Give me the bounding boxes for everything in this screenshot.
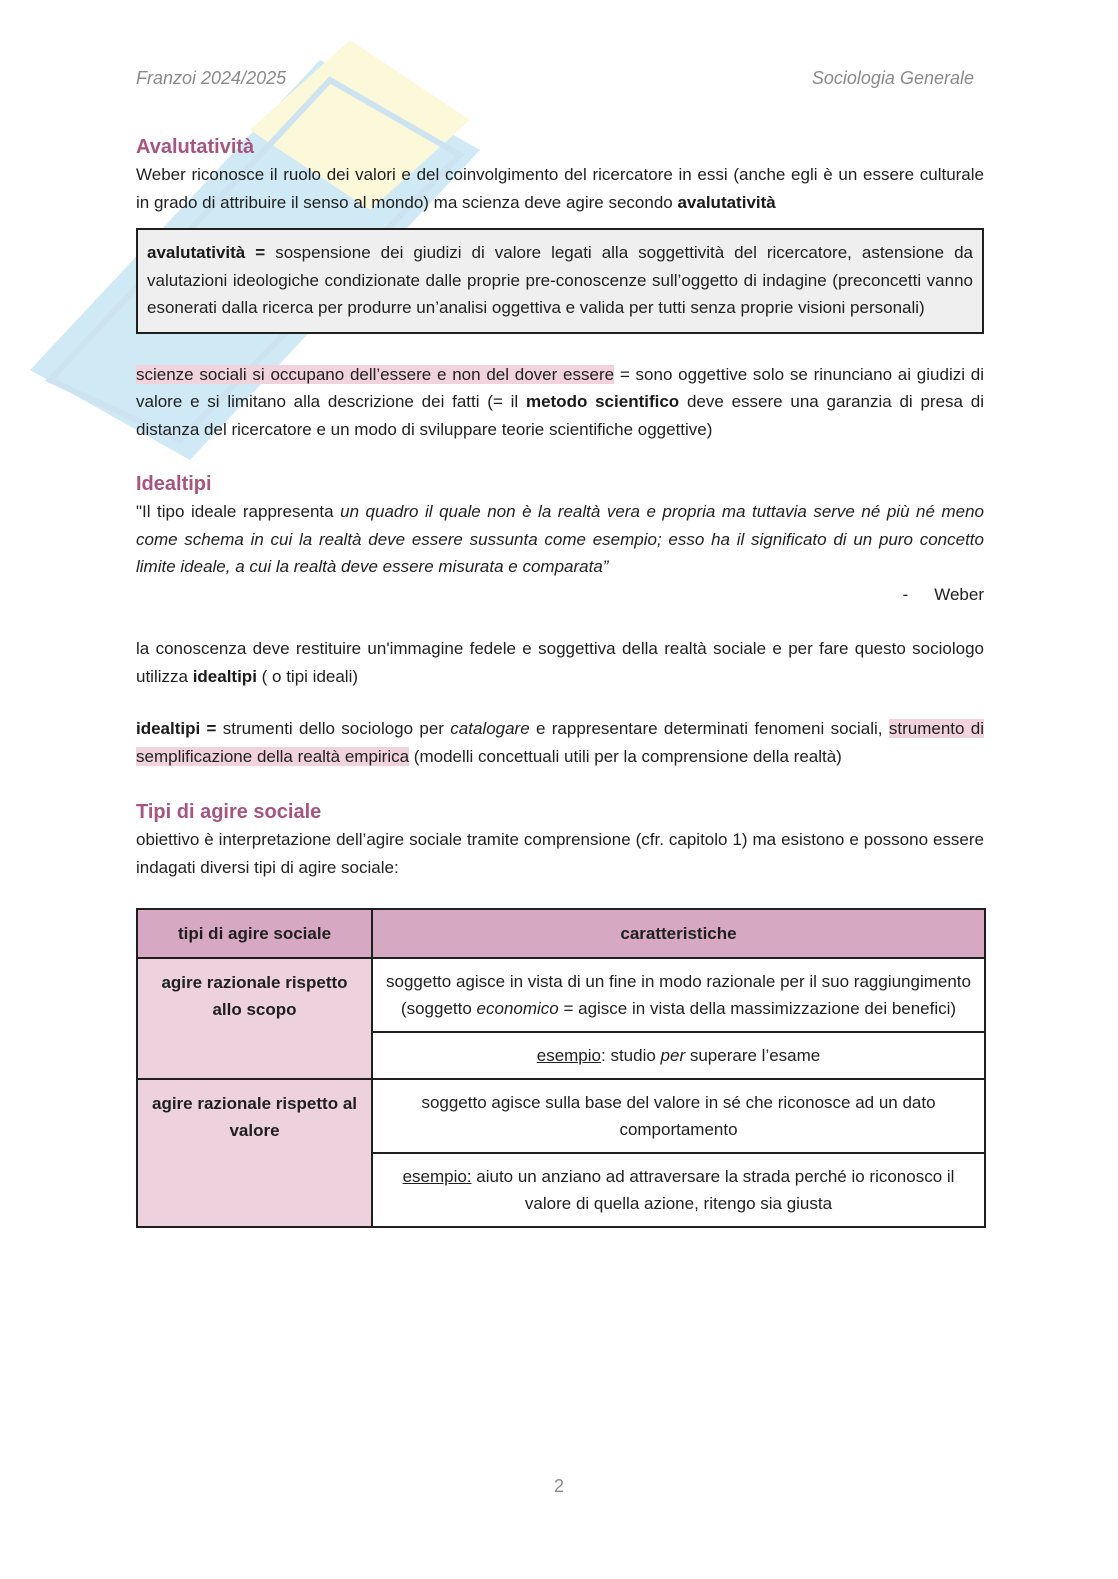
scienze-sociali-paragraph: scienze sociali si occupano dell’essere e non del dover essere = sono oggettive solo se rinunciano ai giudizi di valore e si limitano alla descrizione dei fatti (= il metodo scientifico deve essere una garanzia di presa di distanza del ricercatore e un modo di sviluppare teorie scientifiche oggettive)	[136, 364, 984, 439]
weber-quote: "Il tipo ideale rappresenta un quadro il quale non è la realtà vera e propria ma tuttavia serve né più né meno come schema in cui la realtà deve essere sussunta come esempio; esso ha il significato di un puro concetto limite ideale, a cui la realtà deve essere misurata e comparata”	[136, 502, 984, 576]
section-title-avalutativita: Avalutatività	[136, 136, 255, 158]
main-content	[136, 133, 984, 1228]
idealtipi-definition: idealtipi = strumenti dello sociologo per catalogare e rappresentare determinati fenomeni sociali, strumento di semplificazione della realtà empirica (modelli concettuali utili per la comprensione della realtà)	[136, 719, 984, 766]
definition-text: avalutatività = sospensione dei giudizi di valore legati alla soggettività del ricercatore, astensione da valutazioni ideologiche condizionate dalle proprie pre-conoscenze sull’oggetto di indagine (preconcetti vanno esonerati dalla ricerca per produrre un’analisi oggettiva e valida per tutti senza proprie visioni personali)	[147, 243, 974, 317]
table-row	[137, 1079, 985, 1153]
agire-sociale-table	[136, 908, 986, 1228]
quote-signature: - Weber	[902, 584, 984, 604]
avalutativita-intro: Weber riconosce il ruolo dei valori e del coinvolgimento del ricercatore in essi (anche egli è un essere culturale in grado di attribuire il senso al mondo) ma scienza deve agire secondo avalutatività	[136, 165, 984, 212]
section-title-tipi-agire: Tipi di agire sociale	[136, 801, 322, 823]
table-header: tipi di agire sociale	[137, 909, 372, 958]
agire-description-cell: soggetto agisce in vista di un fine in modo razionale per il suo raggiungimento (soggetto economico = agisce in vista della massimizzazione dei benefici)	[372, 958, 985, 1032]
avalutativita-bold-term: avalutatività	[677, 192, 776, 212]
highlight-semplificazione: strumento di semplificazione della realtà empirica	[136, 719, 984, 766]
table-header: caratteristiche	[372, 909, 985, 958]
agire-type-cell: agire razionale rispetto allo scopo	[137, 958, 372, 1079]
table-header-row	[137, 909, 985, 958]
conoscenza-paragraph: la conoscenza deve restituire un'immagine fedele e soggettiva della realtà sociale e per fare questo sociologo utilizza idealtipi ( o tipi ideali)	[136, 639, 984, 686]
tipi-agire-intro: obiettivo è interpretazione dell’agire sociale tramite comprensione (cfr. capitolo 1) ma esistono e possono essere indagati diversi tipi di agire sociale:	[136, 830, 984, 877]
quote-author: Weber	[934, 584, 984, 604]
metodo-scientifico-term: metodo scientifico	[525, 392, 680, 411]
agire-example-cell: esempio: studio per superare l’esame	[372, 1032, 985, 1079]
page-number: 2	[553, 1476, 564, 1496]
agire-type-cell: agire razionale rispetto al valore	[137, 1079, 372, 1227]
header-subject: Sociologia Generale	[811, 68, 974, 88]
header-course-author: Franzoi 2024/2025	[136, 68, 287, 88]
highlight-essere: scienze sociali si occupano dell’essere e non del dover essere	[136, 364, 615, 384]
idealtipi-term: idealtipi	[192, 666, 257, 686]
agire-example-cell: esempio: aiuto un anziano ad attraversare la strada perché io riconosco il valore di quella azione, ritengo sia giusta	[372, 1153, 985, 1227]
table-row	[137, 958, 985, 1032]
agire-description-cell: soggetto agisce sulla base del valore in sé che riconosce ad un dato comportamento	[372, 1079, 985, 1153]
idealtipi-def-term: idealtipi =	[136, 719, 217, 738]
section-title-idealtipi: Idealtipi	[136, 473, 212, 495]
definition-term: avalutatività =	[147, 243, 266, 262]
definition-box	[136, 228, 984, 334]
